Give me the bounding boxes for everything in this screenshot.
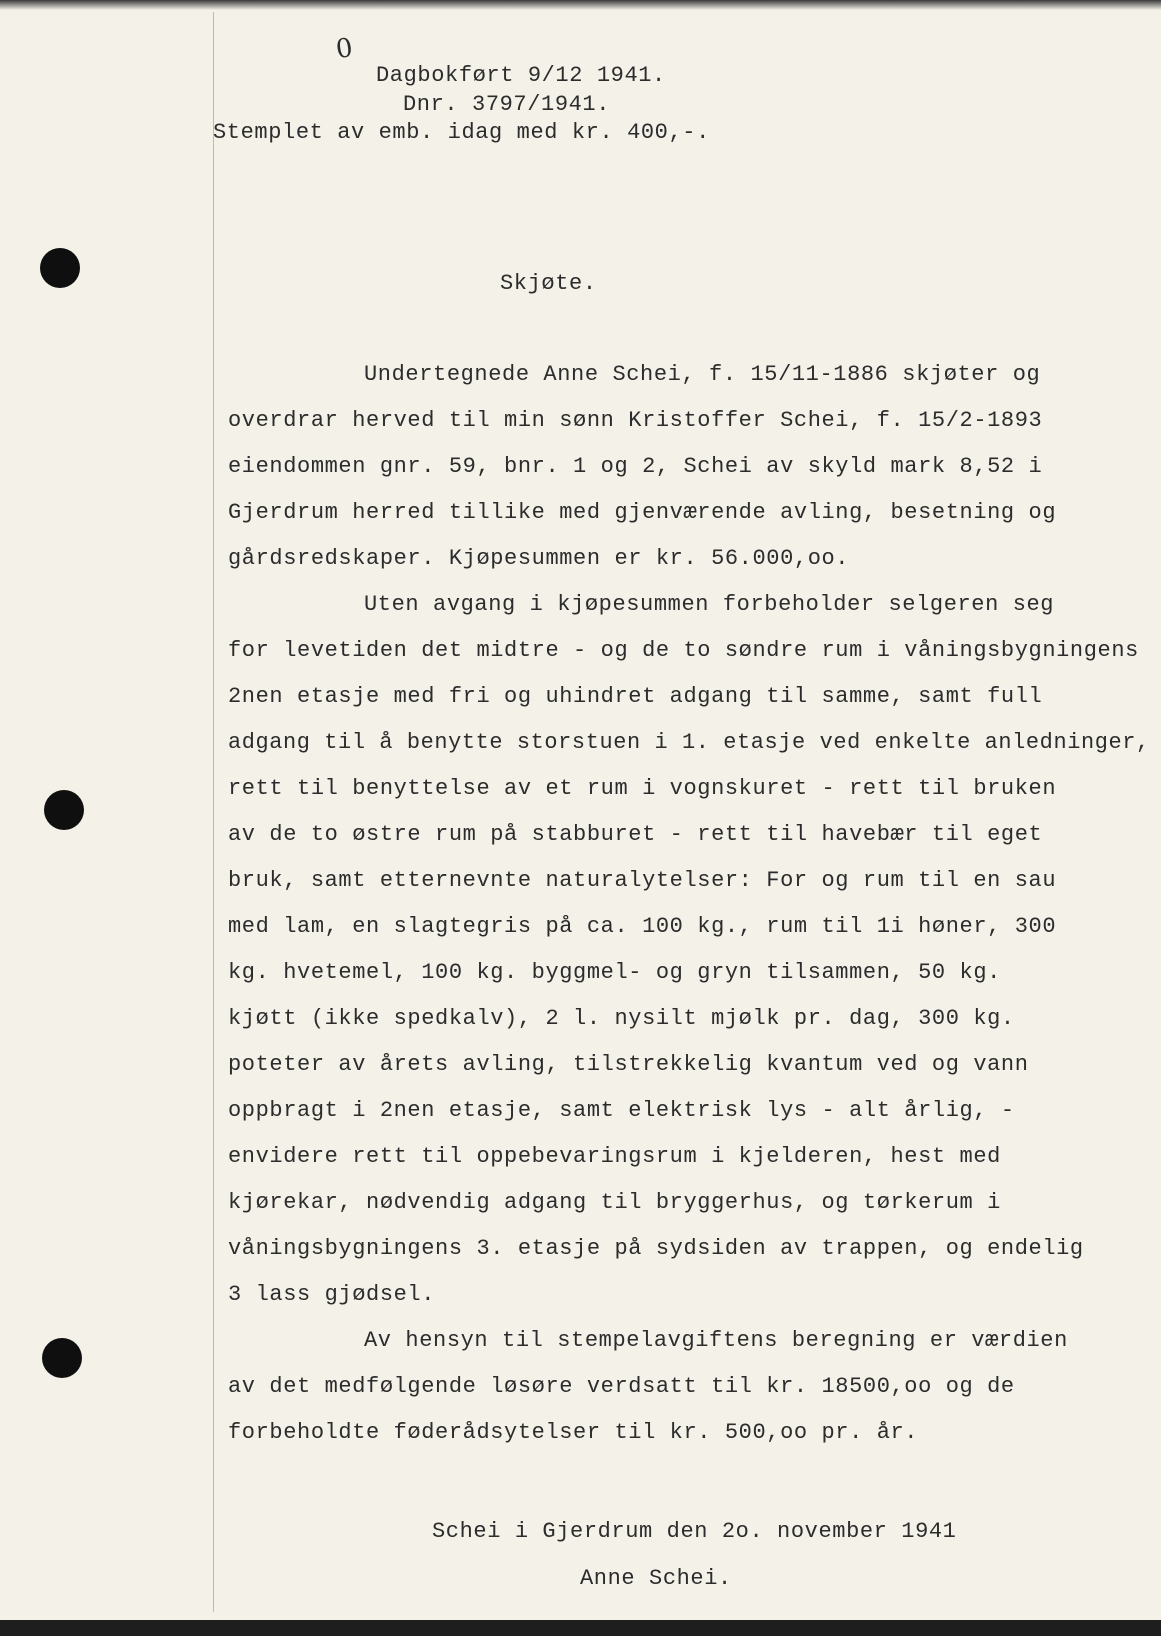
body-line: poteter av årets avling, tilstrekkelig kvantum ved og vann bbox=[228, 1052, 1029, 1077]
body-line: med lam, en slagtegris på ca. 100 kg., rum til 1i høner, 300 bbox=[228, 914, 1057, 939]
punch-hole-bottom bbox=[42, 1338, 82, 1378]
header-stamp-note: Stemplet av emb. idag med kr. 400,-. bbox=[213, 120, 710, 145]
body-line: oppbragt i 2nen etasje, samt elektrisk lys - alt årlig, - bbox=[228, 1098, 1015, 1123]
body-line: Uten avgang i kjøpesummen forbeholder selgeren seg bbox=[364, 592, 1055, 617]
header-document-number: Dnr. 3797/1941. bbox=[403, 92, 611, 117]
body-line: rett til benyttelse av et rum i vognskuret - rett til bruken bbox=[228, 776, 1057, 801]
body-line: Gjerdrum herred tillike med gjenværende avling, besetning og bbox=[228, 500, 1057, 525]
body-line: av de to østre rum på stabburet - rett til havebær til eget bbox=[228, 822, 1043, 847]
signature-name: Anne Schei. bbox=[580, 1566, 732, 1591]
header-registration-date: Dagbokført 9/12 1941. bbox=[376, 63, 666, 88]
document-title: Skjøte. bbox=[500, 271, 597, 296]
body-line: envidere rett til oppebevaringsrum i kjelderen, hest med bbox=[228, 1144, 1001, 1169]
body-line: eiendommen gnr. 59, bnr. 1 og 2, Schei av skyld mark 8,52 i bbox=[228, 454, 1043, 479]
body-line: bruk, samt etternevnte naturalytelser: For og rum til en sau bbox=[228, 868, 1057, 893]
body-line: 2nen etasje med fri og uhindret adgang til samme, samt full bbox=[228, 684, 1043, 709]
punch-hole-middle bbox=[44, 790, 84, 830]
scan-bottom-edge bbox=[0, 1620, 1161, 1636]
body-line: Undertegnede Anne Schei, f. 15/11-1886 skjøter og bbox=[364, 362, 1041, 387]
body-line: kg. hvetemel, 100 kg. byggmel- og gryn tilsammen, 50 kg. bbox=[228, 960, 1001, 985]
body-line: våningsbygningens 3. etasje på sydsiden av trappen, og endelig bbox=[228, 1236, 1084, 1261]
body-line: av det medfølgende løsøre verdsatt til kr. 18500,oo og de bbox=[228, 1374, 1015, 1399]
body-line: kjørekar, nødvendig adgang til bryggerhus, og tørkerum i bbox=[228, 1190, 1001, 1215]
body-line: gårdsredskaper. Kjøpesummen er kr. 56.000,oo. bbox=[228, 546, 850, 571]
scan-top-edge bbox=[0, 0, 1161, 10]
margin-line bbox=[213, 12, 214, 1612]
body-line: overdrar herved til min sønn Kristoffer Schei, f. 15/2-1893 bbox=[228, 408, 1043, 433]
handwritten-mark: 0 bbox=[333, 32, 355, 66]
punch-hole-top bbox=[40, 248, 80, 288]
signature-place-date: Schei i Gjerdrum den 2o. november 1941 bbox=[432, 1519, 957, 1544]
body-line: Av hensyn til stempelavgiftens beregning er værdien bbox=[364, 1328, 1068, 1353]
body-line: 3 lass gjødsel. bbox=[228, 1282, 436, 1307]
body-line: for levetiden det midtre - og de to søndre rum i våningsbygningens bbox=[228, 638, 1139, 663]
body-line: adgang til å benytte storstuen i 1. etasje ved enkelte anledninger, bbox=[228, 730, 1150, 755]
body-line: kjøtt (ikke spedkalv), 2 l. nysilt mjølk pr. dag, 300 kg. bbox=[228, 1006, 1015, 1031]
body-line: forbeholdte føderådsytelser til kr. 500,oo pr. år. bbox=[228, 1420, 919, 1445]
